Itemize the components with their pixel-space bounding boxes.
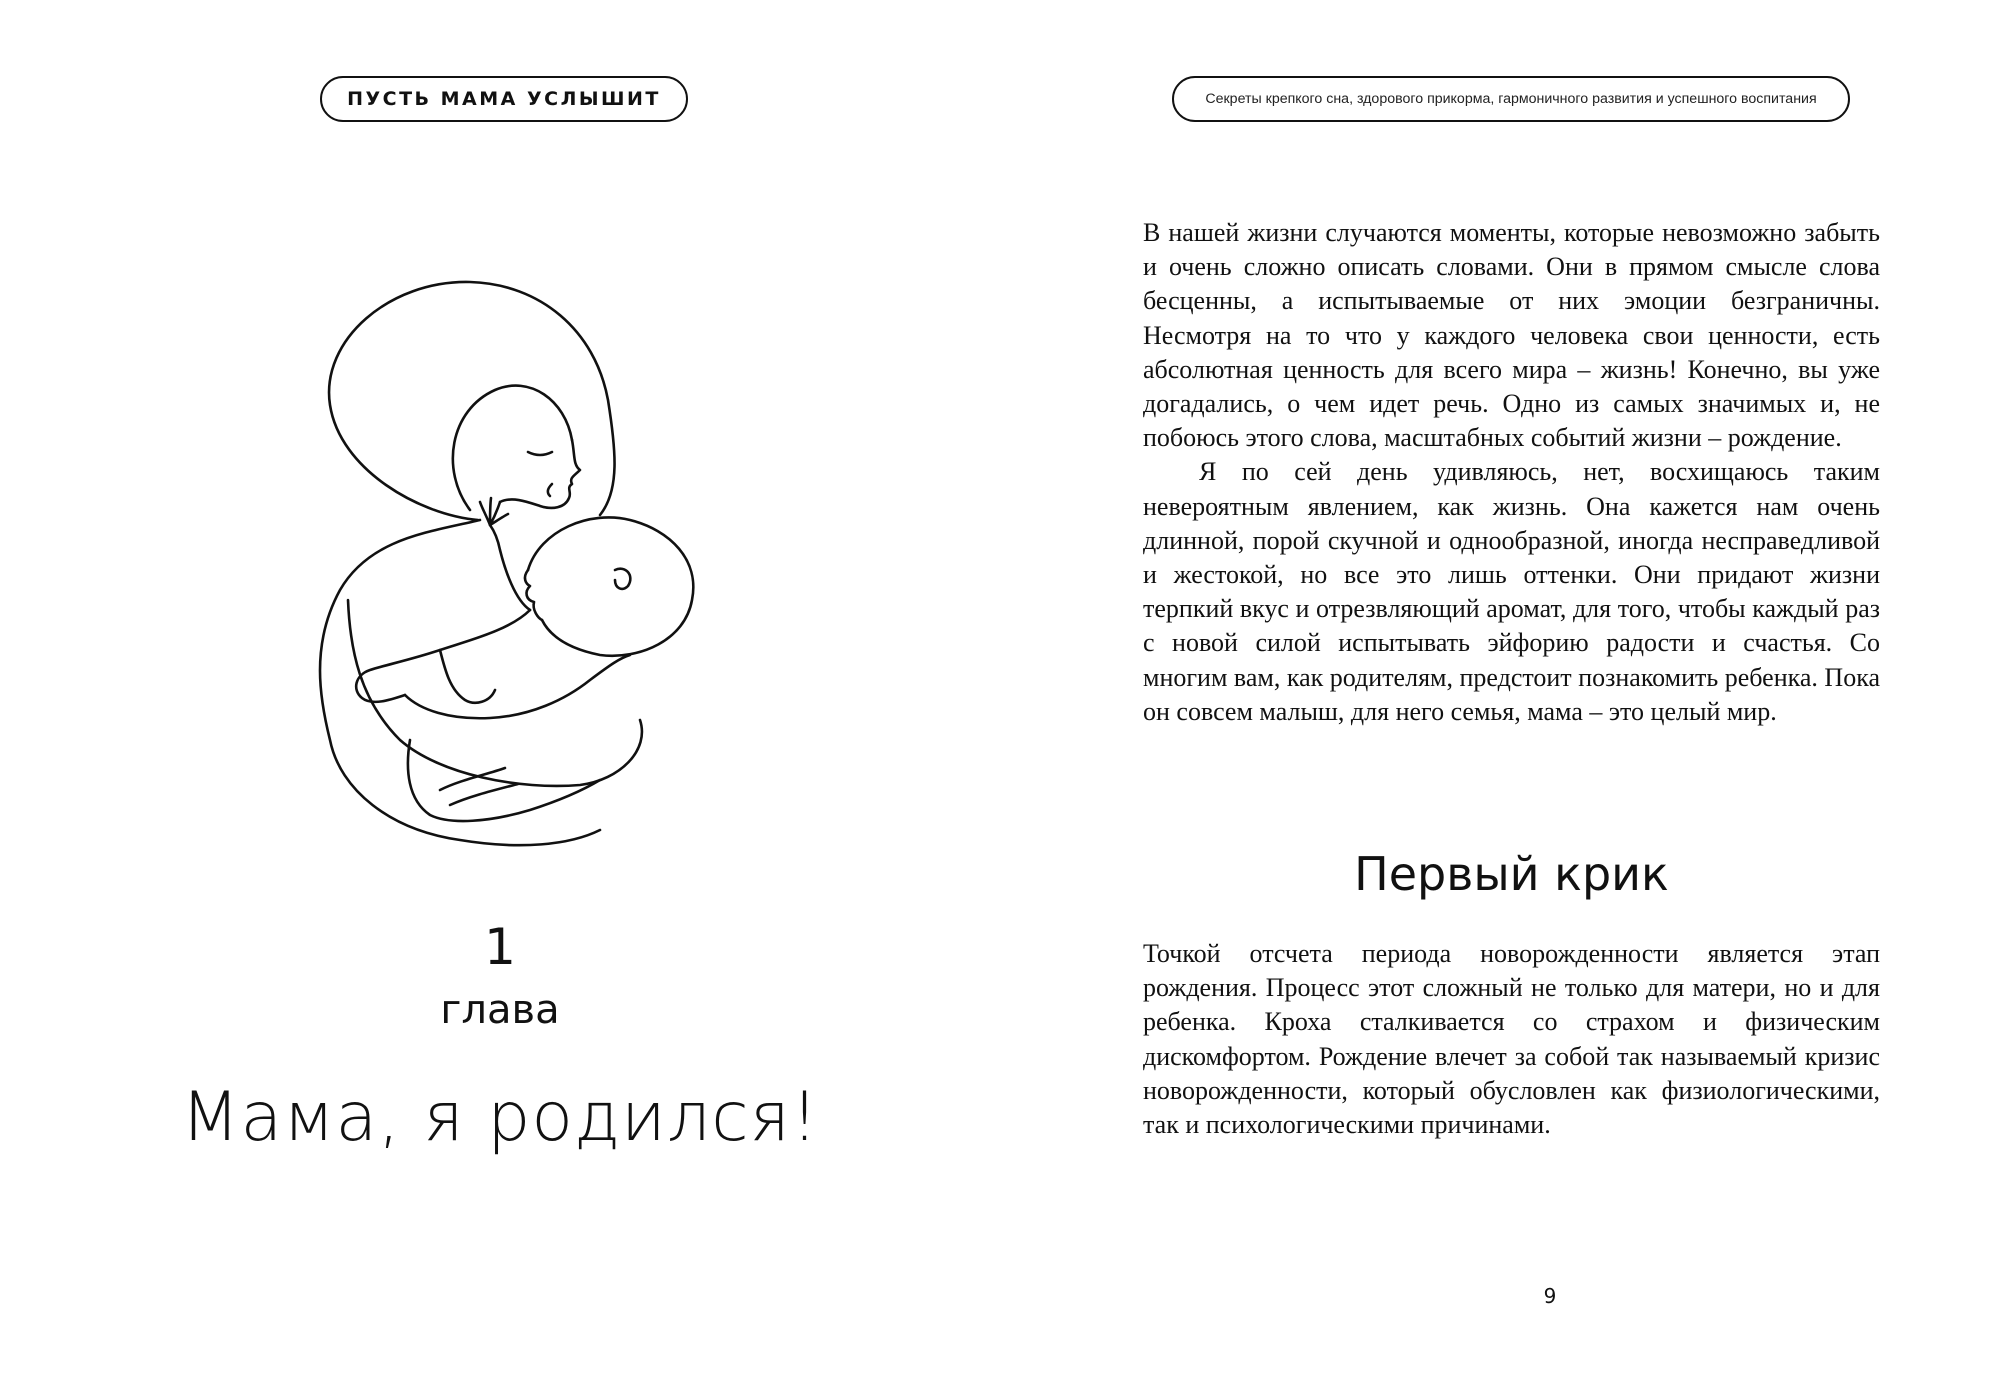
baby-body-line — [356, 610, 530, 702]
baby-leg-line — [405, 655, 630, 718]
right-page — [1000, 0, 2000, 1379]
paragraph: В нашей жизни случаются моменты, которые невозможно забыть и очень сложно описать словами. Они в прямом смысле слова бесценны, а испытываемые от них эмоции безграничны. Несмотря на то что у каждого человека свои ценности, есть абсолютная ценность для всего мира – жизнь! Конечно, вы уже догадались, о чем идет речь. Одно из самых значимых и, не побоюсь этого слова, масштабных событий жизни – рождение. — [1143, 218, 1880, 453]
baby-arm-line — [490, 525, 530, 610]
mother-eye-line — [528, 452, 552, 455]
section-text — [1143, 937, 1880, 1142]
mother-face-line — [500, 440, 580, 508]
mother-baby-illustration — [290, 270, 750, 850]
book-title-text: ПУСТЬ МАМА УСЛЫШИТ — [347, 88, 661, 110]
book-subtitle-text: Секреты крепкого сна, здорового прикорма, гармоничного развития и успешного воспитания — [1205, 91, 1817, 107]
mother-lips-line — [548, 484, 552, 496]
section-title: Первый крик — [1354, 847, 1669, 901]
intro-text — [1143, 216, 1880, 729]
mother-head-line — [453, 386, 572, 510]
paragraph: Я по сей день удивляюсь, нет, восхищаюсь таким невероятным явлением, как жизнь. Она кажется нам очень длинной, порой скучной и однообразной, иногда несправедливой и жестокой, но все это лишь оттенки. Они придают жизни терпкий вкус и отрезвляющий аромат, для того, чтобы каждый раз с новой силой испытывать эйфорию радости и счастья. Со многим вам, как родителям, предстоит познакомить ребенка. Пока он совсем малыш, для него семья, мама – это целый мир. — [1143, 457, 1880, 726]
paragraph: Точкой отсчета периода новорожденности является этап рождения. Процесс этот сложный не только для матери, но и для ребенка. Кроха сталкивается со страхом и физическим дискомфортом. Рождение влечет за собой так называемый кризис новорожденности, который обусловлен как физиологическими, так и психологическими причинами. — [1143, 939, 1880, 1140]
baby-head-line — [528, 517, 693, 655]
chapter-number: 1 — [484, 918, 516, 976]
page-number: 9 — [1543, 1284, 1557, 1308]
book-title-header — [320, 76, 688, 122]
chapter-label: глава — [440, 987, 560, 1033]
baby-hand-line — [480, 498, 508, 525]
book-subtitle-header — [1172, 76, 1850, 122]
chapter-title: Мама, я родился! — [180, 1078, 820, 1157]
baby-knee-line — [440, 650, 495, 703]
baby-ear-line — [615, 569, 630, 589]
